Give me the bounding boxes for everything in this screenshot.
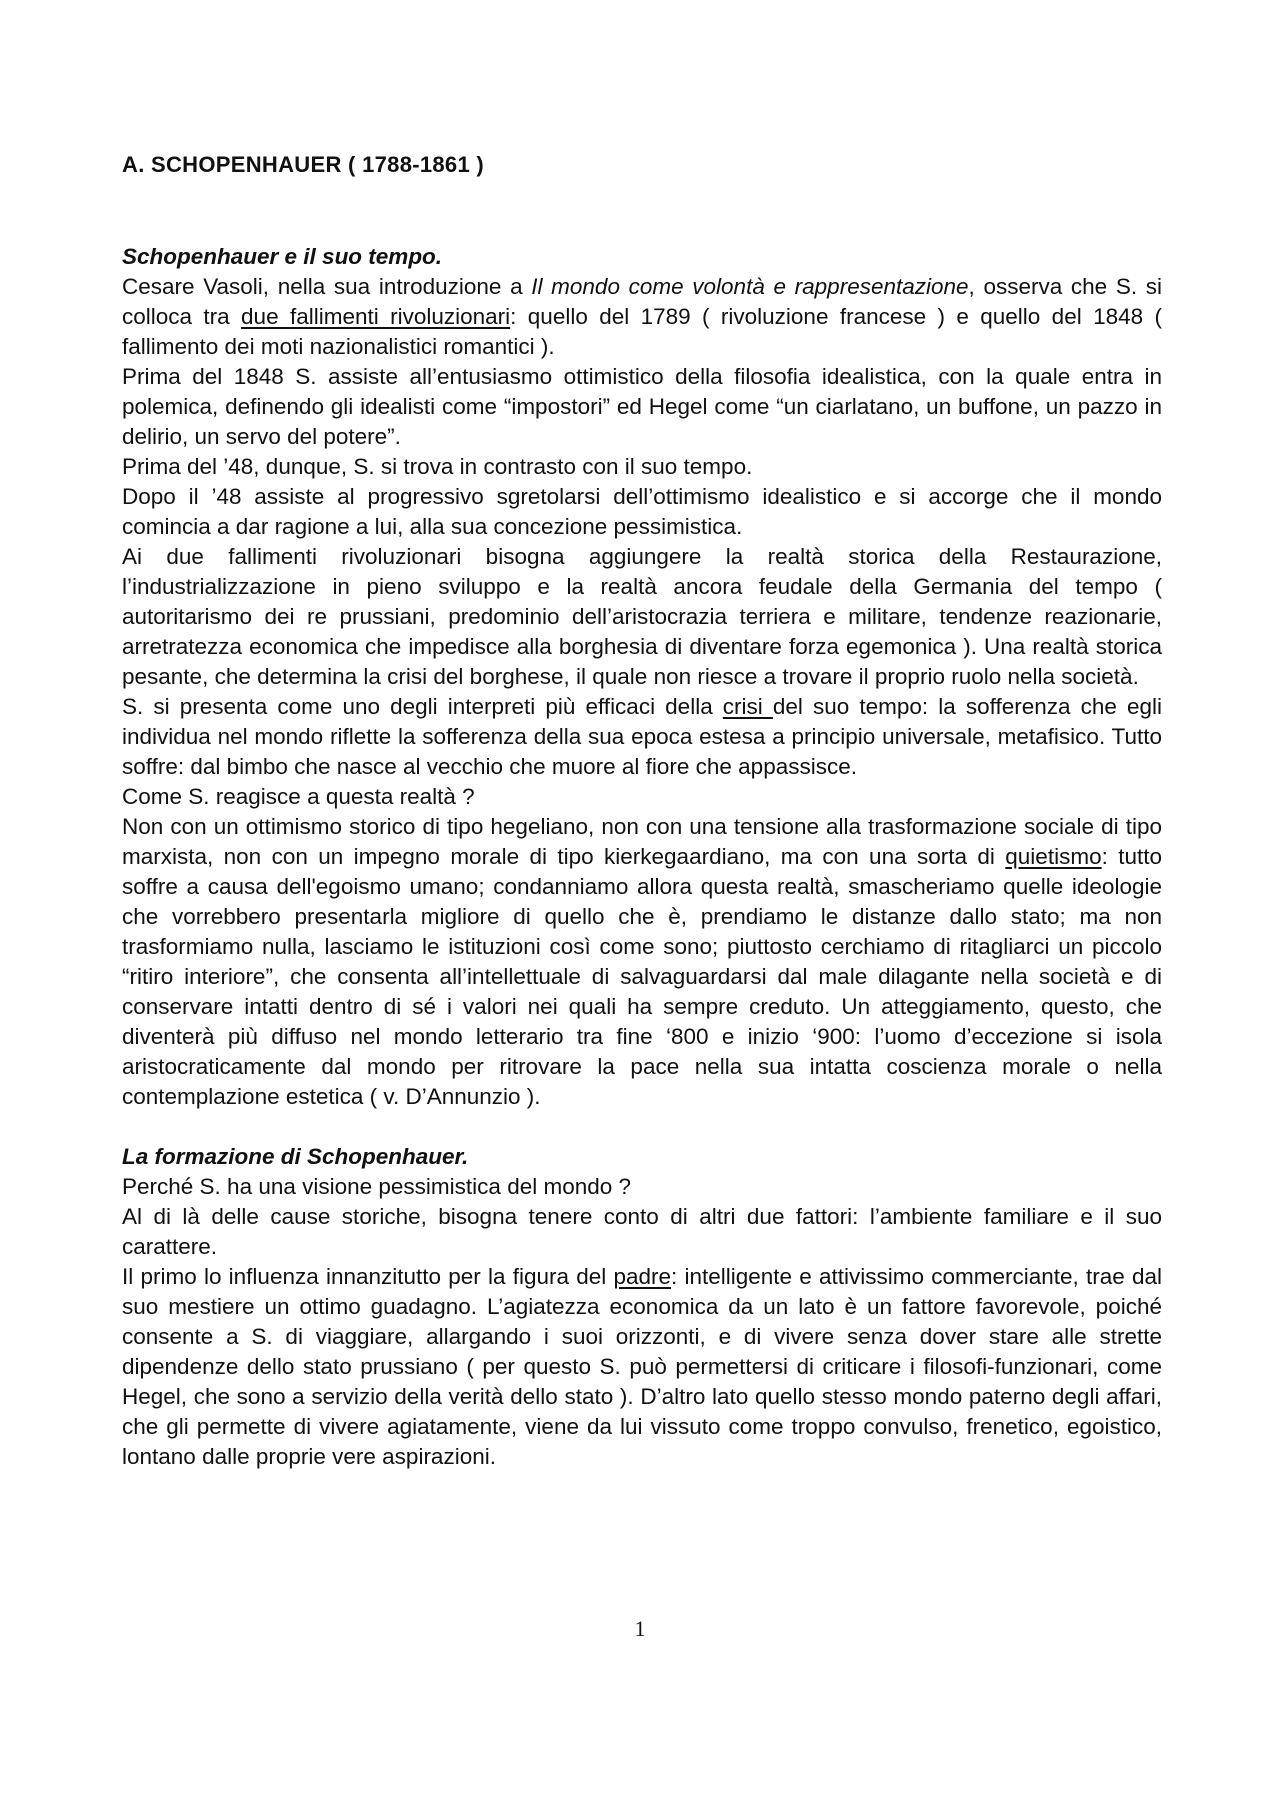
paragraph-quietismo: [122, 812, 1162, 1112]
paragraph-question: Come S. reagisce a questa realtà ?: [122, 784, 475, 809]
section-heading-formazione: La formazione di Schopenhauer.: [122, 1144, 469, 1169]
text-run: : intelligente e attivissimo commerciante, trae dal suo mestiere un ottimo guadagno. L’agiatezza economica da un lato è un fattore favorevole, poiché consente a S. di viaggiare, allargando i suoi orizzonti, e di vivere senza dover stare alle strette dipendenze dello stato prussiano ( per questo S. può permettersi di criticare i filosofi-funzionari, come Hegel, che sono a servizio della verità dello stato ). D’altro lato quello stesso mondo paterno degli affari, che gli permette di vivere agiatamente, viene da lui vissuto come troppo convulso, frenetico, egoistico, lontano dalle proprie vere aspirazioni.: [122, 1264, 1162, 1469]
text-run: Non con un ottimismo storico di tipo hegeliano, non con una tensione alla trasformazione sociale di tipo marxista, non con un impegno morale di tipo kierkegaardiano, ma con una sorta di: [122, 814, 1162, 869]
text-run: , osserva che S. si colloca tra: [122, 274, 1162, 329]
text-run: Il primo lo influenza innanzitutto per la figura del: [122, 1264, 614, 1289]
spacer: [122, 180, 1162, 242]
paragraph-vasoli: [122, 272, 1162, 362]
text-run: : quello del 1789 ( rivoluzione francese ) e quello del 1848 ( fallimento dei moti nazionalistici romantici ).: [122, 304, 1162, 359]
paragraph-crisi: [122, 692, 1162, 782]
paragraph-restaurazione: Ai due fallimenti rivoluzionari bisogna aggiungere la realtà storica della Restaurazione, l’industrializzazione in pieno sviluppo e la realtà ancora feudale della Germania del tempo ( autoritarismo dei re prussiani, predominio dell’aristocrazia terriera e militare, tendenze reazionarie, arretratezza economica che impedisce alla borghesia di diventare forza egemonica ). Una realtà storica pesante, che determina la crisi del borghese, il quale non riesce a trovare il proprio ruolo nella società.: [122, 544, 1162, 689]
underlined-term: crisi: [722, 694, 773, 719]
text-run: Cesare Vasoli, nella sua introduzione a: [122, 274, 532, 299]
underlined-term: padre: [613, 1264, 671, 1289]
page-number: 1: [634, 1616, 646, 1641]
spacer: [122, 1112, 1162, 1142]
paragraph-prima-1848: Prima del 1848 S. assiste all’entusiasmo ottimistico della filosofia idealistica, con la quale entra in polemica, definendo gli idealisti come “impostori” ed Hegel come “un ciarlatano, un buffone, un pazzo in delirio, un servo del potere”.: [122, 364, 1162, 449]
book-title: Il mondo come volontà e rappresentazione: [531, 274, 969, 299]
text-run: : tutto soffre a causa dell'egoismo umano; condanniamo allora questa realtà, smascheriamo quelle ideologie che vorrebbero presentarla migliore di quello che è, prendiamo le distanze dallo stato; ma non trasformiamo nulla, lasciamo le istituzioni così come sono; piuttosto cerchiamo di ritagliarci un piccolo “ritiro interiore”, che consenta all’intellettuale di salvaguardarsi dal male dilagante nella società e di conservare intatti dentro di sé i valori nei quali ha sempre creduto. Un atteggiamento, questo, che diventerà più diffuso nel mondo letterario tra fine ‘800 e inizio ‘900: l’uomo d’eccezione si isola aristocraticamente dal mondo per ritrovare la pace nella sua intatta coscienza morale o nella contemplazione estetica ( v. D’Annunzio ).: [122, 844, 1162, 1109]
text-run: S. si presenta come uno degli interpreti più efficaci della: [122, 694, 723, 719]
paragraph-perche: Perché S. ha una visione pessimistica del mondo ?: [122, 1174, 632, 1199]
document-page: [122, 150, 1162, 1472]
paragraph-padre: [122, 1262, 1162, 1472]
paragraph-dopo-48: Dopo il ’48 assiste al progressivo sgretolarsi dell’ottimismo idealistico e si accorge che il mondo comincia a dar ragione a lui, alla sua concezione pessimistica.: [122, 484, 1162, 539]
text-run: del suo tempo: la sofferenza che egli individua nel mondo riflette la sofferenza della sua epoca estesa a principio universale, metafisico. Tutto soffre: dal bimbo che nasce al vecchio che muore al fiore che appassisce.: [122, 694, 1162, 779]
paragraph-fattori: Al di là delle cause storiche, bisogna tenere conto di altri due fattori: l’ambiente familiare e il suo carattere.: [122, 1204, 1162, 1259]
document-title: A. SCHOPENHAUER ( 1788-1861 ): [122, 152, 485, 177]
underlined-term: due fallimenti rivoluzionari: [241, 304, 511, 329]
section-heading-tempo: Schopenhauer e il suo tempo.: [122, 244, 443, 269]
underlined-term: quietismo: [1005, 844, 1102, 869]
paragraph-prima-48: Prima del ’48, dunque, S. si trova in contrasto con il suo tempo.: [122, 454, 753, 479]
